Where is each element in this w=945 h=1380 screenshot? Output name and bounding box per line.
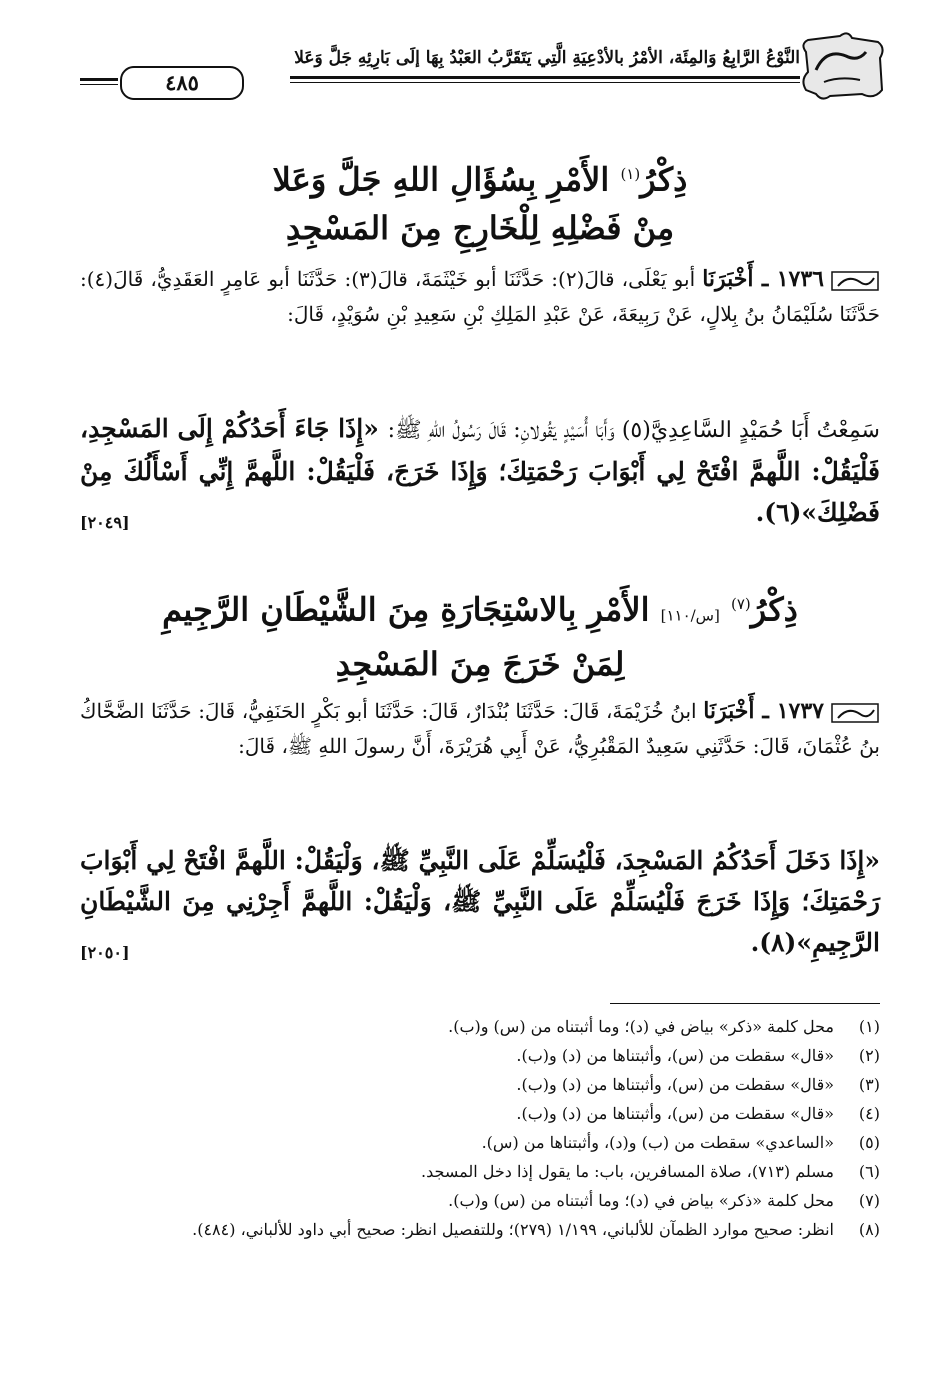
footnote-number: (٤)	[858, 1104, 880, 1123]
footnote-text: محل كلمة «ذكر» بياض في (د)؛ وما أثبتناه من (س) و(ب).	[448, 1191, 834, 1210]
manuscript-marker: [س/١١٠]	[660, 606, 720, 625]
hadith-number: ١٧٣٦ ـ أَخْبَرَنَا	[702, 266, 824, 292]
heading-keyword: ذِكْرُ	[750, 590, 798, 629]
heading-keyword: ذِكْرُ	[640, 160, 688, 199]
hadith-reference: [٢٠٥٠]	[80, 943, 130, 962]
footnote-text: مسلم (٧١٣)، صلاة المسافرين، باب: ما يقول إذا دخل المسجد.	[421, 1162, 834, 1181]
section-logo-icon	[800, 30, 885, 102]
footnote-item	[80, 1157, 880, 1186]
footnote-item	[80, 1012, 880, 1041]
section-heading-2-line1	[80, 580, 880, 640]
footnote-number: (١)	[858, 1017, 880, 1036]
footnote-item	[80, 1215, 880, 1244]
footnote-item	[80, 1070, 880, 1099]
hadith-marker-icon	[830, 268, 880, 294]
footnote-number: (٣)	[858, 1075, 880, 1094]
footnote-number: (٥)	[858, 1133, 880, 1152]
footnote-separator	[610, 1003, 880, 1004]
footnote-text: «قال» سقطت من (س)، وأثبتناها من (د) و(ب).	[516, 1104, 834, 1123]
running-title: النَّوْعُ الرَّابِعُ وَالمِئَة، الأمْرُ بالأدْعِيَةِ الَّتِي يَتَقَرَّبُ العَبْدُ بِهَا إلَى بَارِئِهِ جَلَّ وَعَلا	[294, 48, 800, 68]
footnote-item	[80, 1128, 880, 1157]
footnote-number: (٢)	[858, 1046, 880, 1065]
hadith-reference: [٢٠٤٩]	[80, 513, 130, 532]
hadith-1736-matn	[80, 408, 880, 543]
page-number: ٤٨٥	[120, 66, 244, 100]
hadith-1737-matn	[80, 840, 880, 973]
isnad-text: أبو يَعْلَى، قالَ(٢): حَدَّثَنَا أبو خَيْثَمَةَ، قالَ(٣): حَدَّثَنَا أبو عَامِرٍ العَقَدِيُّ، قَالَ(٤): حَدَّثَنَا سُلَيْمَانُ بنُ بِلالٍ، عَنْ رَبِيعَةَ، عَنْ عَبْدِ المَلِكِ بْنِ سَعِيدِ بْنِ سُوَيْدٍ، قَالَ:	[80, 267, 880, 326]
footnote-text: «قال» سقطت من (س)، وأثبتناها من (د) و(ب).	[516, 1046, 834, 1065]
section-heading-1	[80, 150, 880, 252]
footnote-text: محل كلمة «ذكر» بياض في (د)؛ وما أثبتناه من (س) و(ب).	[448, 1017, 834, 1036]
page-number-rule-left	[80, 78, 118, 81]
footnote-number: (٨)	[858, 1220, 880, 1239]
footnote-item	[80, 1099, 880, 1128]
footnotes	[80, 1012, 880, 1244]
header-rule-thin	[290, 82, 800, 83]
heading-text: الأَمْرِ بِسُؤَالِ اللهِ جَلَّ وَعَلا	[272, 160, 610, 199]
page-number-rule-left-thin	[80, 84, 118, 85]
hadith-1736-isnad	[80, 262, 880, 332]
footnote-marker: (٧)	[730, 595, 751, 613]
section-heading-1-line2: مِنْ فَضْلِهِ لِلْخَارِجِ مِنَ المَسْجِدِ	[285, 208, 675, 247]
section-heading-2	[80, 580, 880, 688]
hadith-text: «إِذَا دَخَلَ أَحَدُكُمُ المَسْجِدَ، فَلْيُسَلِّمْ عَلَى النَّبِيِّ ﷺ، وَلْيَقُلْ: اللَّهمَّ افْتَحْ لِي أَبْوَابَ رَحْمَتِكَ؛ وَإِذَا خَرَجَ فَلْيُسَلِّمْ عَلَى النَّبِيِّ ﷺ، وَلْيَقُلْ: اللَّهمَّ أَجِرْنِي مِنَ الشَّيْطَانِ الرَّجِيمِ»(٨).	[80, 846, 880, 957]
hadith-lead: سَمِعْتُ أَبَا حُمَيْدٍ السَّاعِدِيَّ(٥) وَأَبَا أُسَيْدٍ يَقُولانِ: قَالَ رَسُولُ اللهِ ﷺ:	[387, 418, 880, 443]
section-heading-2-line2: لِمَنْ خَرَجَ مِنَ المَسْجِدِ	[335, 644, 625, 683]
footnote-item	[80, 1041, 880, 1070]
hadith-number: ١٧٣٧ ـ أَخْبَرَنَا	[703, 698, 824, 724]
hadith-1737-isnad	[80, 694, 880, 764]
hadith-marker-icon	[830, 700, 880, 726]
footnote-item	[80, 1186, 880, 1215]
footnote-marker: (١)	[620, 165, 641, 183]
header-rule	[290, 76, 800, 79]
section-heading-1-line1	[80, 150, 880, 204]
footnote-number: (٦)	[858, 1162, 880, 1181]
isnad-text: ابنُ خُزَيْمَةَ، قَالَ: حَدَّثَنَا بُنْدَارٌ، قَالَ: حَدَّثَنَا أبو بَكْرٍ الحَنَفِيُّ، قَالَ: حَدَّثَنَا الضَّحَّاكُ بنُ عُثْمَانَ، قَالَ: حَدَّثَنِي سَعِيدٌ المَقْبُرِيُّ، عَنْ أَبِي هُرَيْرَةَ، أَنَّ رسولَ اللهِ ﷺ، قَالَ:	[80, 699, 880, 758]
footnote-text: «قال» سقطت من (س)، وأثبتناها من (د) و(ب).	[516, 1075, 834, 1094]
page-header	[80, 48, 800, 98]
footnote-text: «الساعدي» سقطت من (ب) و(د)، وأثبتناها من (س).	[481, 1133, 834, 1152]
hadith-text: «إِذَا جَاءَ أَحَدُكُمْ إِلَى المَسْجِدِ، فَلْيَقُلْ: اللَّهمَّ افْتَحْ لِي أَبْوَابَ رَحْمَتِكَ؛ وَإِذَا خَرَجَ، فَلْيَقُلْ: اللَّهمَّ إِنِّي أَسْأَلُكَ مِنْ فَضْلِكَ»(٦).	[80, 414, 880, 527]
heading-text: الأَمْرِ بِالاسْتِجَارَةِ مِنَ الشَّيْطَانِ الرَّجِيمِ	[162, 590, 650, 629]
footnote-text: انظر: صحيح موارد الظمآن للألباني، ١/١٩٩ (٢٧٩)؛ وللتفصيل انظر: صحيح أبي داود للألباني، (٤٨٤).	[192, 1220, 834, 1239]
footnote-number: (٧)	[858, 1191, 880, 1210]
